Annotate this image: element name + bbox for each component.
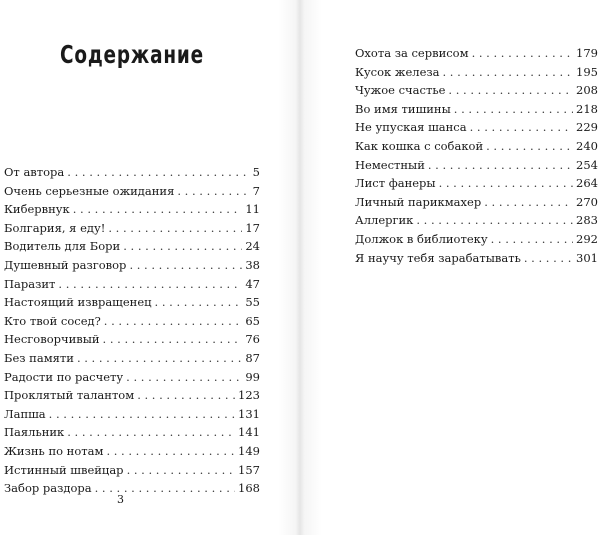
toc-entry <box>4 182 260 201</box>
toc-entry-page: 218 <box>576 101 598 116</box>
toc-entry-title: Неместный <box>355 157 425 172</box>
toc-entry-page: 5 <box>252 165 260 179</box>
toc-leader-dots <box>486 137 573 156</box>
right-toc-list <box>355 44 598 267</box>
toc-leader-dots <box>49 405 235 424</box>
toc-entry-title: Истинный швейцар <box>4 462 124 477</box>
toc-entry-title: Паразит <box>4 276 56 291</box>
toc-entry <box>4 219 260 238</box>
toc-entry <box>355 100 598 119</box>
toc-entry <box>4 442 260 461</box>
toc-entry-title: Болгария, я еду! <box>4 220 106 235</box>
toc-entry-title: Не упуская шанса <box>355 120 467 135</box>
toc-leader-dots <box>73 200 243 219</box>
toc-entry-page: 38 <box>245 257 260 272</box>
toc-entry <box>355 118 598 137</box>
toc-entry-title: Без памяти <box>4 350 74 365</box>
toc-entry-page: 55 <box>245 295 260 310</box>
toc-entry <box>355 249 598 268</box>
toc-leader-dots <box>454 100 573 119</box>
toc-entry-page: 141 <box>238 425 260 440</box>
toc-entry-title: Должок в библиотеку <box>355 231 488 246</box>
toc-leader-dots <box>129 256 242 275</box>
toc-entry-page: 229 <box>576 120 598 135</box>
toc-entry <box>4 461 260 480</box>
toc-entry <box>4 163 260 182</box>
toc-leader-dots <box>137 386 235 405</box>
toc-entry <box>4 256 260 275</box>
toc-entry <box>355 156 598 175</box>
toc-leader-dots <box>95 479 235 498</box>
toc-leader-dots <box>104 312 243 331</box>
toc-entry-page: 7 <box>252 183 260 198</box>
toc-leader-dots <box>443 63 574 82</box>
toc-entry-title: Я научу тебя зарабатывать <box>355 250 521 265</box>
toc-entry-page: 87 <box>245 350 260 365</box>
toc-entry-page: 123 <box>238 388 260 403</box>
toc-entry <box>4 275 260 294</box>
toc-entry-page: 17 <box>245 220 260 235</box>
toc-leader-dots <box>416 211 573 230</box>
toc-entry <box>4 312 260 331</box>
toc-leader-dots <box>67 163 249 182</box>
toc-leader-dots <box>108 219 242 238</box>
toc-entry-page: 24 <box>245 239 260 254</box>
toc-entry <box>355 211 598 230</box>
toc-entry-page: 11 <box>245 202 260 217</box>
toc-leader-dots <box>524 249 573 268</box>
toc-entry-page: 99 <box>245 369 260 384</box>
toc-leader-dots <box>58 275 242 294</box>
toc-leader-dots <box>448 81 573 100</box>
toc-entry-title: Водитель для Бори <box>4 239 121 254</box>
page-number: 3 <box>117 493 124 506</box>
toc-leader-dots <box>484 193 573 212</box>
toc-entry-page: 240 <box>576 138 598 153</box>
left-toc-list <box>4 163 260 498</box>
toc-leader-dots <box>177 182 249 201</box>
toc-entry <box>355 230 598 249</box>
toc-entry-page: 47 <box>245 276 260 291</box>
toc-entry-page: 208 <box>576 83 598 98</box>
toc-leader-dots <box>123 237 242 256</box>
toc-entry-title: Чужое счастье <box>355 83 446 98</box>
toc-entry-title: Лапша <box>4 406 46 421</box>
toc-entry-title: Как кошка с собакой <box>355 138 484 153</box>
toc-entry-page: 292 <box>576 231 598 246</box>
toc-entry <box>355 174 598 193</box>
toc-entry-title: Кибервнук <box>4 202 70 217</box>
toc-entry-page: 283 <box>576 213 598 228</box>
toc-entry <box>4 330 260 349</box>
toc-entry <box>4 200 260 219</box>
toc-entry-page: 195 <box>576 64 598 79</box>
toc-entry <box>4 479 260 498</box>
toc-leader-dots <box>127 461 235 480</box>
toc-entry <box>4 405 260 424</box>
toc-entry-page: 149 <box>238 443 260 458</box>
toc-entry <box>355 81 598 100</box>
toc-entry-title: Аллергик <box>355 213 414 228</box>
toc-entry <box>4 293 260 312</box>
toc-entry-page: 76 <box>245 332 260 347</box>
toc-leader-dots <box>77 349 242 368</box>
toc-leader-dots <box>472 44 573 63</box>
toc-leader-dots <box>470 118 573 137</box>
toc-entry-title: Жизнь по нотам <box>4 443 104 458</box>
toc-entry-page: 157 <box>238 462 260 477</box>
toc-entry <box>4 386 260 405</box>
toc-entry-title: Кто твой сосед? <box>4 313 101 328</box>
toc-leader-dots <box>491 230 573 249</box>
toc-entry-title: Несговорчивый <box>4 332 100 347</box>
contents-heading: Содержание <box>60 40 204 69</box>
toc-leader-dots <box>439 174 573 193</box>
toc-entry-title: Личный парикмахер <box>355 194 482 209</box>
toc-entry <box>4 237 260 256</box>
toc-entry-page: 168 <box>238 481 260 496</box>
toc-entry-title: Охота за сервисом <box>355 46 469 60</box>
toc-entry <box>4 368 260 387</box>
toc-entry <box>355 63 598 82</box>
toc-entry-title: Радости по расчету <box>4 369 124 384</box>
toc-entry-title: Во имя тишины <box>355 101 451 116</box>
toc-entry-page: 65 <box>245 313 260 328</box>
toc-entry-title: Настоящий извращенец <box>4 295 152 310</box>
toc-entry-title: От автора <box>4 165 65 179</box>
toc-entry-title: Забор раздора <box>4 481 92 496</box>
toc-entry-page: 254 <box>576 157 598 172</box>
toc-entry-page: 131 <box>238 406 260 421</box>
toc-leader-dots <box>126 368 242 387</box>
toc-entry-title: Душевный разговор <box>4 257 127 272</box>
toc-entry <box>355 193 598 212</box>
toc-leader-dots <box>155 293 243 312</box>
toc-entry-page: 264 <box>576 176 598 191</box>
toc-entry-title: Кусок железа <box>355 64 440 79</box>
toc-leader-dots <box>106 442 235 461</box>
toc-entry-title: Проклятый талантом <box>4 388 135 403</box>
toc-entry-page: 179 <box>576 46 598 60</box>
toc-entry-title: Паяльник <box>4 425 65 440</box>
toc-entry <box>355 44 598 63</box>
toc-leader-dots <box>67 423 235 442</box>
toc-entry <box>4 423 260 442</box>
toc-leader-dots <box>428 156 573 175</box>
toc-entry <box>355 137 598 156</box>
toc-entry-title: Очень серьезные ожидания <box>4 183 175 198</box>
toc-leader-dots <box>103 330 243 349</box>
toc-entry-page: 270 <box>576 194 598 209</box>
toc-entry-page: 301 <box>576 250 598 265</box>
toc-entry <box>4 349 260 368</box>
toc-entry-title: Лист фанеры <box>355 176 436 191</box>
